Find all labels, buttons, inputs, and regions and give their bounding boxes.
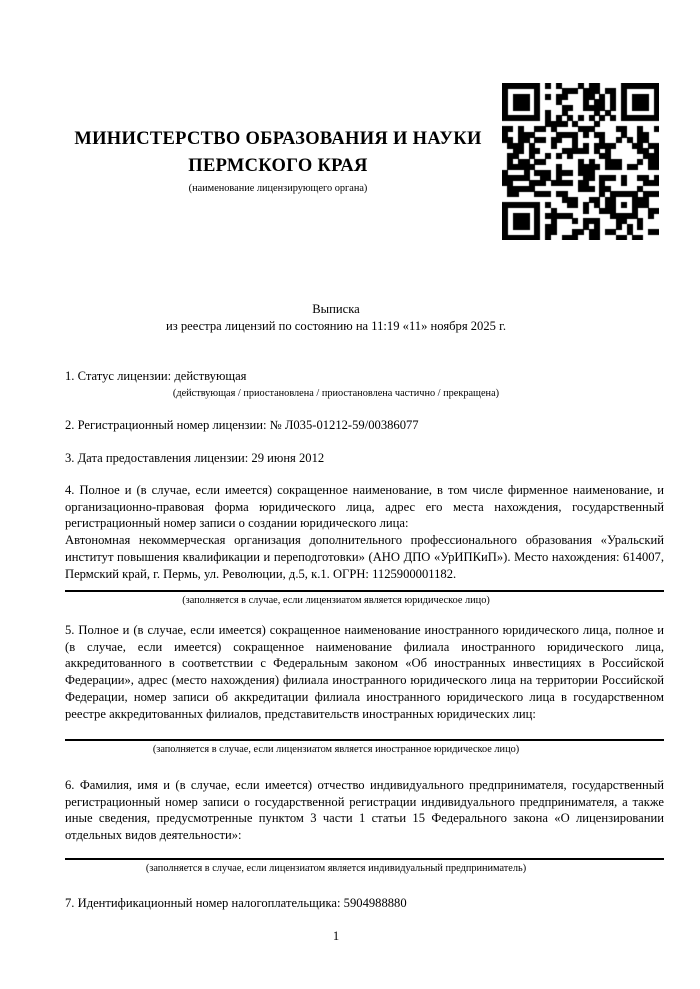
- inn-line: 7. Идентификационный номер налогоплательщика: 5904988880: [65, 896, 407, 910]
- document-subtitle: из реестра лицензий по состоянию на 11:19 «11» ноября 2025 г.: [165, 319, 506, 333]
- entrepreneur-note: (заполняется в случае, если лицензиатом является индивидуальный предприниматель): [145, 863, 527, 874]
- legal-entity-label: 4. Полное и (в случае, если имеется) сокращенное наименование, в том числе фирменное наименование, и организационно-правовая форма юридического лица, адрес его места нахождения, государственный регистрационный номер записи о создании юридического лица:: [65, 483, 664, 531]
- document-title-block: [0, 301, 672, 335]
- legal-entity-fill-rule: [65, 590, 664, 592]
- legal-entity-note: (заполняется в случае, если лицензиатом является юридическое лицо): [182, 595, 490, 606]
- ministry-note: (наименование лицензирующего органа): [188, 183, 368, 194]
- licensing-authority-header: [65, 126, 491, 195]
- foreign-entity-label: 5. Полное и (в случае, если имеется) сокращенное наименование иностранного юридического лица, полное и (в случае, если имеется) сокращенное наименование филиала иностранного юридического лица, аккредитованного в соответствии с Федеральным законом «Об иностранных инвестициях в Российской Федерации», адрес (место нахождения) филиала иностранного юридического лица на территории Российской Федерации, номер записи об аккредитации филиала иностранного юридического лица в государственном реестре аккредитованных филиалов, представительств иностранных юридических лиц:: [65, 623, 664, 721]
- ministry-name-line1: МИНИСТЕРСТВО ОБРАЗОВАНИЯ И НАУКИ: [74, 129, 482, 149]
- legal-entity-section: [65, 482, 664, 582]
- legal-entity-value: Автономная некоммерческая организация дополнительного профессионального образования «Уральский институт повышения квалификации и переподготовки» (АНО ДПО «УрИПКиП»). Место нахождения: 614007, Пермский край, г. Пермь, ул. Революции, д.5, к.1. ОГРН: 1125900001182.: [65, 533, 664, 581]
- status-options-note: (действующая / приостановлена / приостановлена частично / прекращена): [172, 388, 500, 399]
- foreign-entity-section: [65, 622, 664, 722]
- grant-date-line: 3. Дата предоставления лицензии: 29 июня 2012: [65, 451, 325, 465]
- document-title: Выписка: [312, 302, 360, 316]
- entrepreneur-label: 6. Фамилия, имя и (в случае, если имеется) отчество индивидуального предпринимателя, государственный регистрационный номер записи о государственной регистрации индивидуального предпринимателя, а также иные сведения, предусмотренные пунктом 3 части 1 статьи 15 Федерального закона «О лицензировании отдельных видов деятельности»:: [65, 778, 664, 843]
- entrepreneur-fill-rule: [65, 858, 664, 860]
- entrepreneur-section: [65, 777, 664, 844]
- foreign-entity-note: (заполняется в случае, если лицензиатом является иностранное юридическое лицо): [152, 744, 520, 755]
- ministry-name-line2: ПЕРМСКОГО КРАЯ: [188, 156, 368, 176]
- license-status-line: 1. Статус лицензии: действующая: [65, 369, 247, 383]
- registration-number-line: 2. Регистрационный номер лицензии: № Л035-01212-59/00386077: [65, 418, 419, 432]
- page-number: 1: [332, 929, 340, 943]
- qr-code: [502, 83, 659, 240]
- foreign-entity-fill-rule: [65, 739, 664, 741]
